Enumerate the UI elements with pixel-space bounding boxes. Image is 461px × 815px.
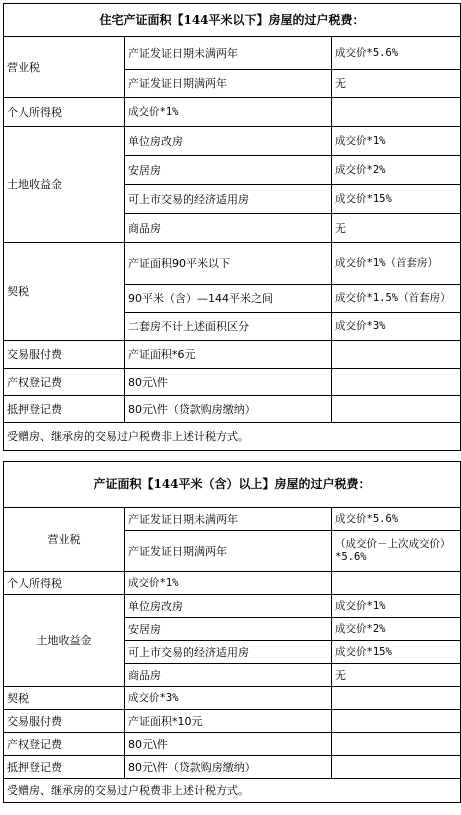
- land-fee-condition: 单位房改房: [125, 595, 332, 618]
- title-fee-label: 产权登记费: [4, 369, 125, 396]
- business-tax-condition: 产证发证日期满两年: [125, 531, 332, 572]
- land-fee-value: 成交价*2%: [332, 618, 461, 641]
- income-tax-value: 成交价*1%: [125, 572, 332, 595]
- land-fee-value: 无: [332, 664, 461, 687]
- income-tax-extra: [332, 98, 461, 127]
- service-fee-extra: [332, 710, 461, 733]
- deed-tax-value: 成交价*3%: [332, 313, 461, 341]
- section-title: 产证面积【144平米（含）以上】房屋的过户税费：: [4, 462, 461, 508]
- income-tax-extra: [332, 572, 461, 595]
- title-fee-label: 产权登记费: [4, 733, 125, 756]
- mortgage-fee-extra: [332, 756, 461, 779]
- business-tax-condition: 产证发证日期未满两年: [125, 37, 332, 70]
- business-tax-condition: 产证发证日期未满两年: [125, 508, 332, 531]
- land-fee-value: 成交价*15%: [332, 641, 461, 664]
- land-fee-label: 土地收益金: [4, 595, 125, 687]
- business-tax-label: 营业税: [4, 37, 125, 98]
- land-fee-value: 成交价*1%: [332, 595, 461, 618]
- business-tax-condition: 产证发证日期满两年: [125, 70, 332, 98]
- deed-tax-label: 契税: [4, 243, 125, 341]
- land-fee-value: 成交价*2%: [332, 156, 461, 185]
- service-fee-extra: [332, 341, 461, 369]
- business-tax-value: 成交价*5.6%: [332, 508, 461, 531]
- land-fee-condition: 安居房: [125, 618, 332, 641]
- service-fee-label: 交易服付费: [4, 710, 125, 733]
- land-fee-value: 成交价*15%: [332, 185, 461, 214]
- business-tax-value: 无: [332, 70, 461, 98]
- mortgage-fee-extra: [332, 396, 461, 423]
- deed-tax-extra: [332, 687, 461, 710]
- section-note: 受赠房、继承房的交易过户税费非上述计税方式。: [4, 779, 461, 803]
- mortgage-fee-value: 80元\件（贷款购房缴纳）: [125, 396, 332, 423]
- business-tax-label: 营业税: [4, 508, 125, 572]
- income-tax-value: 成交价*1%: [125, 98, 332, 127]
- tax-table-over-144: [3, 461, 461, 803]
- deed-tax-value: 成交价*1%（首套房）: [332, 243, 461, 285]
- business-tax-value: （成交价－上次成交价）*5.6%: [332, 531, 461, 572]
- deed-tax-condition: 90平米（含）—144平米之间: [125, 285, 332, 313]
- land-fee-value: 成交价*1%: [332, 127, 461, 156]
- land-fee-condition: 安居房: [125, 156, 332, 185]
- deed-tax-condition: 产证面积90平米以下: [125, 243, 332, 285]
- service-fee-value: 产证面积*10元: [125, 710, 332, 733]
- service-fee-label: 交易服付费: [4, 341, 125, 369]
- section-title: 住宅产证面积【144平米以下】房屋的过户税费：: [4, 4, 461, 37]
- land-fee-label: 土地收益金: [4, 127, 125, 243]
- deed-tax-label: 契税: [4, 687, 125, 710]
- title-fee-value: 80元\件: [125, 733, 332, 756]
- income-tax-label: 个人所得税: [4, 572, 125, 595]
- land-fee-condition: 可上市交易的经济适用房: [125, 641, 332, 664]
- deed-tax-value: 成交价*3%: [125, 687, 332, 710]
- business-tax-value: 成交价*5.6%: [332, 37, 461, 70]
- mortgage-fee-value: 80元\件（贷款购房缴纳）: [125, 756, 332, 779]
- land-fee-value: 无: [332, 214, 461, 243]
- title-fee-extra: [332, 369, 461, 396]
- land-fee-condition: 可上市交易的经济适用房: [125, 185, 332, 214]
- mortgage-fee-label: 抵押登记费: [4, 756, 125, 779]
- income-tax-label: 个人所得税: [4, 98, 125, 127]
- section-note: 受赠房、继承房的交易过户税费非上述计税方式。: [4, 423, 461, 451]
- land-fee-condition: 商品房: [125, 664, 332, 687]
- deed-tax-condition: 二套房不计上述面积区分: [125, 313, 332, 341]
- service-fee-value: 产证面积*6元: [125, 341, 332, 369]
- mortgage-fee-label: 抵押登记费: [4, 396, 125, 423]
- title-fee-extra: [332, 733, 461, 756]
- title-fee-value: 80元\件: [125, 369, 332, 396]
- deed-tax-value: 成交价*1.5%（首套房）: [332, 285, 461, 313]
- land-fee-condition: 商品房: [125, 214, 332, 243]
- land-fee-condition: 单位房改房: [125, 127, 332, 156]
- tax-table-under-144: [3, 3, 461, 451]
